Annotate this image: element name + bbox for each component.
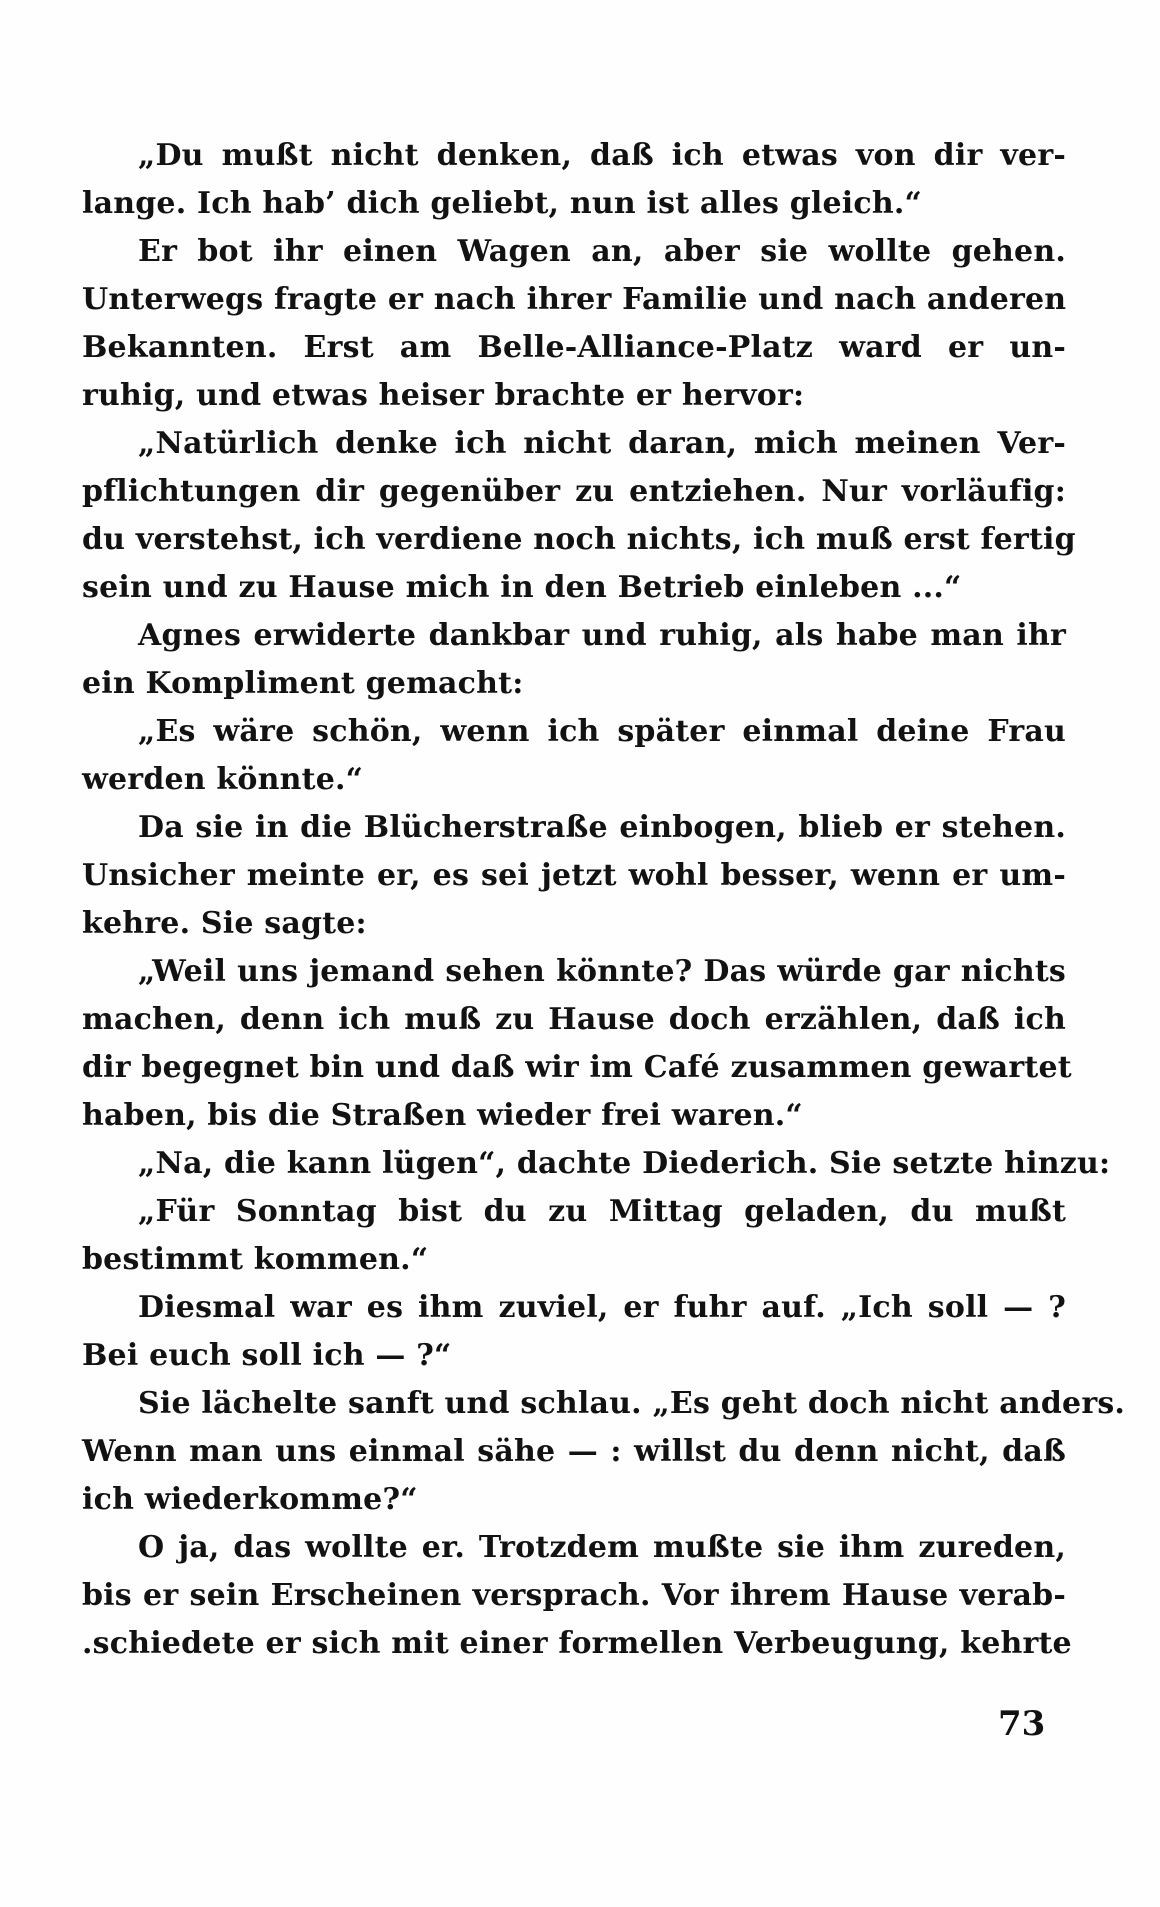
text-line: pflichtungen dir gegenüber zu entziehen. Nur vorläufig: bbox=[82, 474, 1066, 509]
text-line: du verstehst, ich verdiene noch nichts, ich muß erst fertig bbox=[82, 522, 1076, 557]
text-line: Er bot ihr einen Wagen an, aber sie wollte gehen. bbox=[138, 234, 1066, 269]
paragraph bbox=[82, 948, 1072, 1140]
paragraph bbox=[82, 612, 1066, 708]
text-line: Unterwegs fragte er nach ihrer Familie und nach anderen bbox=[82, 282, 1067, 317]
text-line: ruhig, und etwas heiser brachte er hervor: bbox=[82, 378, 805, 413]
text-line: ich wiederkomme?“ bbox=[82, 1482, 418, 1517]
text-line: bestimmt kommen.“ bbox=[82, 1242, 429, 1277]
paragraph bbox=[82, 228, 1066, 420]
text-line: O ja, das wollte er. Trotzdem mußte sie ihm zureden, bbox=[138, 1530, 1066, 1565]
text-line: Diesmal war es ihm zuviel, er fuhr auf. „Ich soll — ? bbox=[138, 1290, 1066, 1325]
paragraph bbox=[82, 708, 1066, 804]
text-line: Bei euch soll ich — ?“ bbox=[82, 1338, 452, 1373]
text-line: „Natürlich denke ich nicht daran, mich meinen Ver- bbox=[138, 426, 1066, 461]
text-line: kehre. Sie sagte: bbox=[82, 906, 367, 941]
text-line: Sie lächelte sanft und schlau. „Es geht doch nicht anders. bbox=[138, 1386, 1126, 1421]
text-line: Wenn man uns einmal sähe — : willst du denn nicht, daß bbox=[82, 1434, 1066, 1469]
text-line: machen, denn ich muß zu Hause doch erzählen, daß ich bbox=[82, 1002, 1066, 1037]
text-line: „Na, die kann lügen“, dachte Diederich. Sie setzte hinzu: bbox=[138, 1146, 1111, 1181]
text-line: sein und zu Hause mich in den Betrieb einleben ...“ bbox=[82, 570, 962, 605]
text-line: werden könnte.“ bbox=[82, 762, 364, 797]
paragraph bbox=[82, 420, 1076, 612]
text-line: „Für Sonntag bist du zu Mittag geladen, du mußt bbox=[138, 1194, 1066, 1229]
text-line: „Weil uns jemand sehen könnte? Das würde gar nichts bbox=[138, 954, 1066, 989]
body-text bbox=[82, 132, 1126, 1668]
text-line: Agnes erwiderte dankbar und ruhig, als habe man ihr bbox=[138, 618, 1066, 653]
text-line: Bekannten. Erst am Belle-Alliance-Platz ward er un- bbox=[82, 330, 1066, 365]
text-line: haben, bis die Straßen wieder frei waren.“ bbox=[82, 1098, 803, 1133]
paragraph bbox=[82, 1140, 1111, 1188]
text-line: ein Kompliment gemacht: bbox=[82, 666, 524, 701]
paragraph bbox=[82, 1284, 1066, 1380]
paragraph bbox=[82, 1380, 1126, 1524]
text-line: „Es wäre schön, wenn ich später einmal deine Frau bbox=[138, 714, 1066, 749]
text-line: Da sie in die Blücherstraße einbogen, blieb er stehen. bbox=[138, 810, 1066, 845]
text-line: .schiedete er sich mit einer formellen Verbeugung, kehrte bbox=[82, 1626, 1072, 1661]
text-line: Unsicher meinte er, es sei jetzt wohl besser, wenn er um- bbox=[82, 858, 1066, 893]
paragraph bbox=[82, 1188, 1066, 1284]
page-number: 73 bbox=[998, 1704, 1046, 1744]
paragraph bbox=[82, 132, 1066, 228]
paragraph bbox=[82, 804, 1066, 948]
text-line: „Du mußt nicht denken, daß ich etwas von dir ver- bbox=[138, 138, 1066, 173]
text-line: lange. Ich hab’ dich geliebt, nun ist alles gleich.“ bbox=[82, 186, 922, 221]
paragraph bbox=[82, 1524, 1072, 1668]
text-line: bis er sein Erscheinen versprach. Vor ihrem Hause verab- bbox=[82, 1578, 1066, 1613]
text-line: dir begegnet bin und daß wir im Café zusammen gewartet bbox=[82, 1050, 1072, 1085]
